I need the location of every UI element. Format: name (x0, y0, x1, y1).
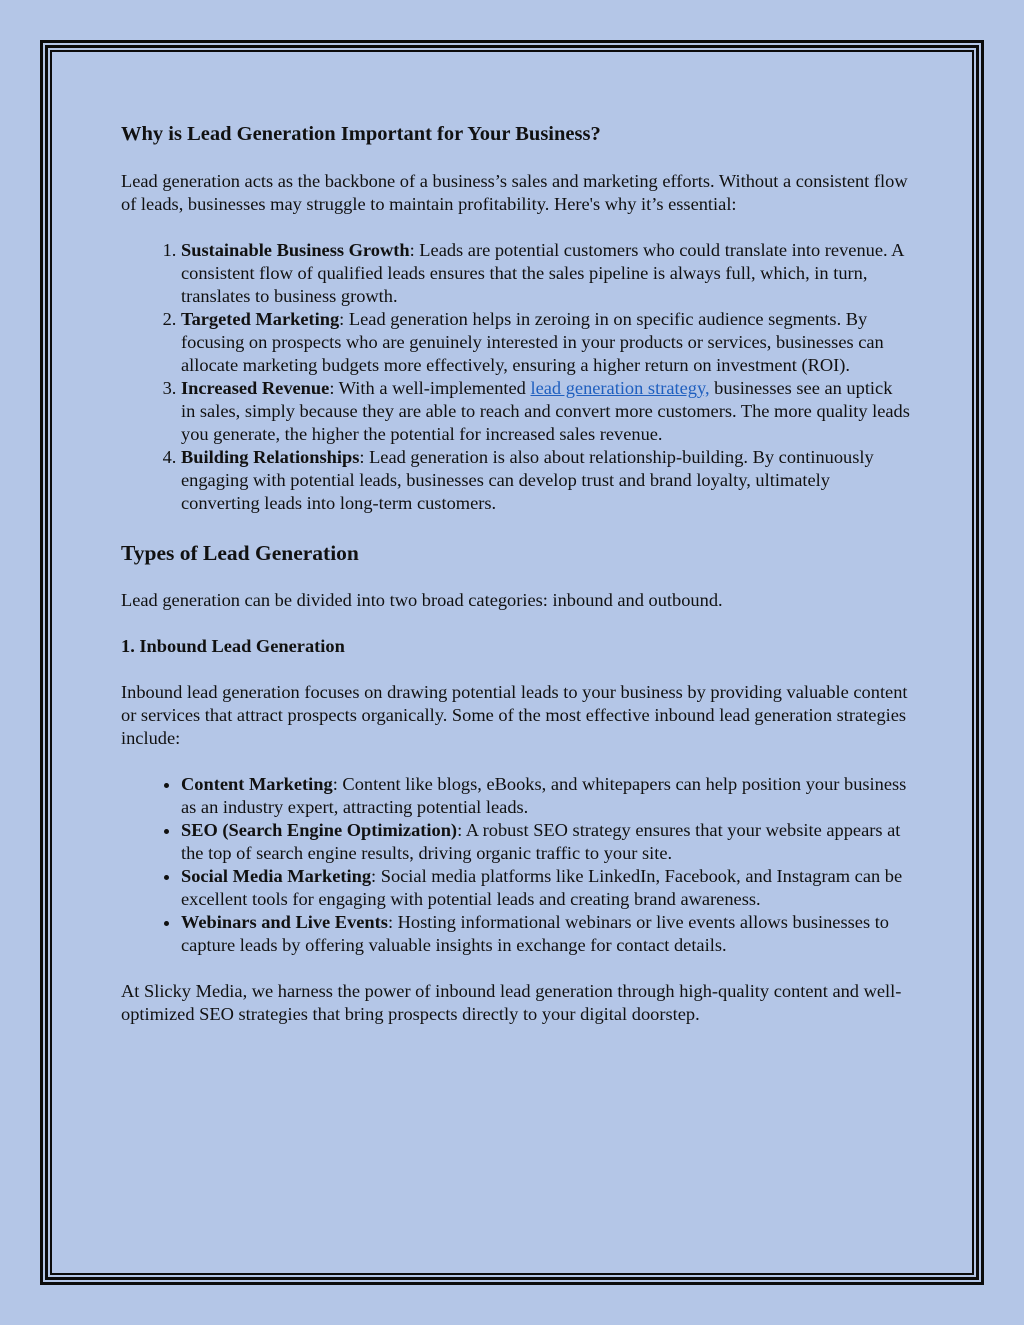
item-title: Building Relationships (181, 447, 360, 467)
list-item (181, 911, 911, 957)
item-text: : A robust SEO strategy ensures that your website appears at the top of search engine results, driving organic traffic to your site. (181, 820, 901, 863)
list-item (181, 819, 911, 865)
inbound-intro-paragraph: Inbound lead generation focuses on drawing potential leads to your business by providing valuable content or services that attract prospects organically. Some of the most effective inbound lead generation strategies include: (121, 682, 908, 748)
types-intro-paragraph: Lead generation can be divided into two broad categories: inbound and outbound. (121, 590, 723, 610)
inbound-strategies-list (121, 773, 911, 957)
item-title: Sustainable Business Growth (181, 240, 410, 260)
subheading-inbound: 1. Inbound Lead Generation (121, 636, 345, 656)
section-heading-importance: Why is Lead Generation Important for Your Business? (121, 123, 601, 145)
closing-paragraph: At Slicky Media, we harness the power of inbound lead generation through high-quality content and well-optimized SEO strategies that bring prospects directly to your digital doorstep. (121, 981, 902, 1024)
list-item (181, 865, 911, 911)
list-item (181, 377, 911, 446)
list-item (181, 308, 911, 377)
section-heading-types: Types of Lead Generation (121, 541, 359, 565)
item-title: Webinars and Live Events (181, 912, 388, 932)
document-body (121, 120, 911, 1049)
intro-paragraph: Lead generation acts as the backbone of a business’s sales and marketing efforts. Without a consistent flow of leads, businesses may struggle to maintain profitability. Here's why it’s essential: (121, 171, 908, 214)
list-item (181, 239, 911, 308)
item-text: : Hosting informational webinars or live events allows businesses to capture leads by offering valuable insights in exchange for contact details. (181, 912, 890, 955)
item-text: : Leads are potential customers who could translate into revenue. A consistent flow of qualified leads ensures that the sales pipeline is always full, which, in turn, translates to business growth. (181, 240, 904, 306)
item-text: businesses see an uptick in sales, simply because they are able to reach and convert more customers. The more quality leads you generate, the higher the potential for increased sales revenue. (181, 378, 910, 444)
item-text: : Content like blogs, eBooks, and whitepapers can help position your business as an industry expert, attracting potential leads. (181, 774, 907, 817)
item-text: : Social media platforms like LinkedIn, Facebook, and Instagram can be excellent tools for engaging with potential leads and creating brand awareness. (181, 866, 903, 909)
item-title: Increased Revenue (181, 378, 330, 398)
importance-list (121, 239, 911, 515)
list-item (181, 446, 911, 515)
lead-generation-strategy-link[interactable]: lead generation strategy, (530, 378, 710, 398)
item-title: Social Media Marketing (181, 866, 372, 886)
list-item (181, 773, 911, 819)
item-text: : Lead generation is also about relationship-building. By continuously engaging with potential leads, businesses can develop trust and brand loyalty, ultimately converting leads into long-term customers. (181, 447, 874, 513)
item-text: : With a well-implemented (329, 378, 531, 398)
item-title: Content Marketing (181, 774, 333, 794)
item-title: SEO (Search Engine Optimization) (181, 820, 458, 840)
item-title: Targeted Marketing (181, 309, 340, 329)
item-text: : Lead generation helps in zeroing in on specific audience segments. By focusing on prospects who are genuinely interested in your products or services, businesses can allocate marketing budgets more effectively, ensuring a higher return on investment (ROI). (181, 309, 884, 375)
